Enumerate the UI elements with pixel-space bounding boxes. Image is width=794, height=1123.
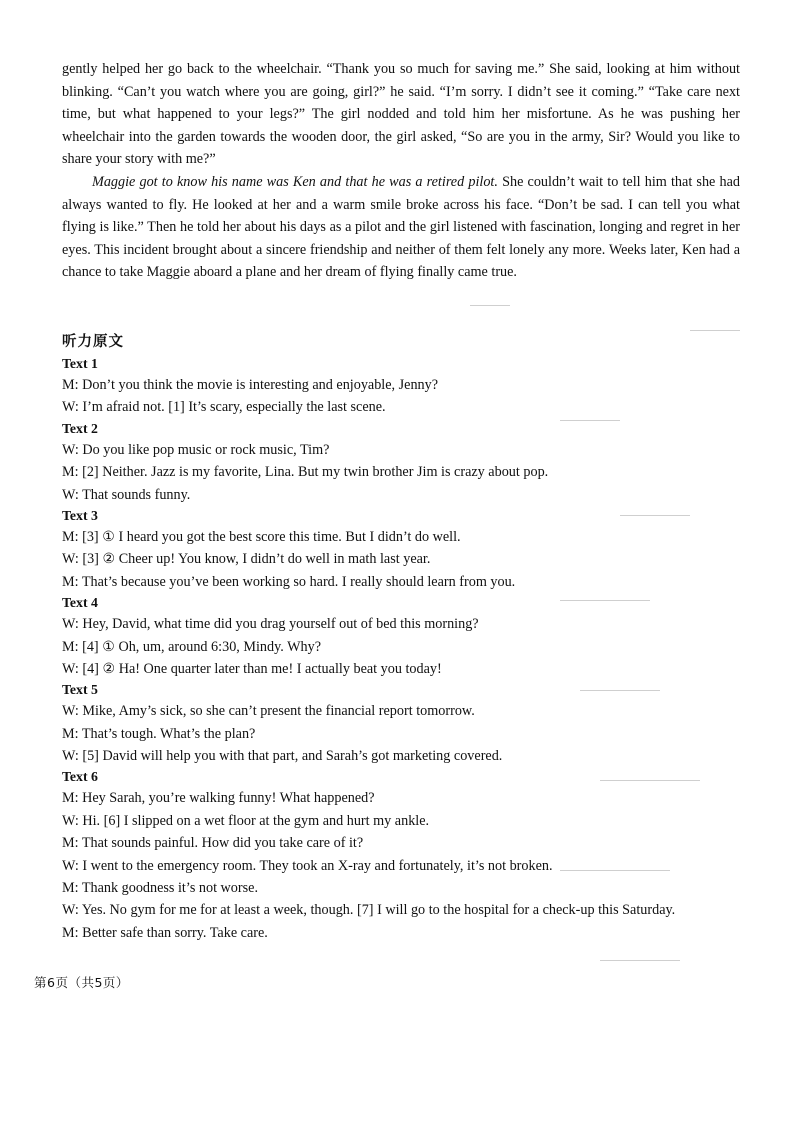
text-heading: Text 2 xyxy=(62,420,98,436)
scan-noise xyxy=(560,870,670,871)
story-paragraph-1: gently helped her go back to the wheelchair. “Thank you so much for saving me.” She said, looking at him without blinking. “Can’t you watch where you are going, girl?” he said. “I’m sorry. I didn’t see it coming.” “Take care next time, but what happened to your legs?” The girl nodded and told him her misfortune. As he was pushing her wheelchair into the garden towards the wooden door, the girl asked, “So are you in the army, Sir? Would you like to share your story with me?” xyxy=(62,61,740,168)
text-heading: Text 5 xyxy=(62,682,98,698)
text-heading: Text 6 xyxy=(62,769,98,785)
dialogue-line: W: Hi. [6] I slipped on a wet floor at the gym and hurt my ankle. xyxy=(62,812,430,829)
dialogue-line: W: [5] David will help you with that part, and Sarah’s got marketing covered. xyxy=(62,748,503,765)
dialogue-line: M: That’s because you’ve been working so hard. I really should learn from you. xyxy=(62,573,516,590)
listening-transcript xyxy=(62,354,752,944)
dialogue-line: M: [3] ① I heard you got the best score this time. But I didn’t do well. xyxy=(62,528,461,545)
story-paragraph-2-italic: Maggie got to know his name was Ken and that he was a retired pilot. xyxy=(92,173,498,190)
dialogue-line: W: Hey, David, what time did you drag yourself out of bed this morning? xyxy=(62,616,479,633)
dialogue-line: M: Don’t you think the movie is interesting and enjoyable, Jenny? xyxy=(62,377,439,393)
dialogue-line: W: Do you like pop music or rock music, Tim? xyxy=(62,441,330,458)
scan-noise xyxy=(600,780,700,781)
scan-noise xyxy=(690,330,740,331)
story-paragraph-2-text: She couldn’t wait to tell him that she had always wanted to fly. He looked at her and a warm smile broke across his face. “Don’t be sad. I can tell you what flying is like.” Then he told her about his days as a pilot and the girl listened with fascination, longing and regret in her eyes. This incident brought about a sincere friendship and neither of them felt lonely any more. Weeks later, Ken had a chance to take Maggie aboard a plane and her dream of flying finally came true. xyxy=(62,173,740,281)
text-block-2 xyxy=(62,419,752,506)
text-heading: Text 4 xyxy=(62,595,98,611)
dialogue-line: W: Mike, Amy’s sick, so she can’t present the financial report tomorrow. xyxy=(62,703,475,720)
dialogue-line: M: Better safe than sorry. Take care. xyxy=(62,924,268,941)
section-title: 听力原文 xyxy=(62,334,124,350)
scan-noise xyxy=(560,600,650,601)
dialogue-line: M: That’s tough. What’s the plan? xyxy=(62,725,256,742)
story-paragraph-2 xyxy=(62,171,740,284)
scan-noise xyxy=(580,690,660,691)
dialogue-line: W: I’m afraid not. [1] It’s scary, especially the last scene. xyxy=(62,399,386,416)
text-block-6 xyxy=(62,767,752,944)
scan-noise xyxy=(620,515,690,516)
dialogue-line: M: Thank goodness it’s not worse. xyxy=(62,880,258,897)
dialogue-line: W: I went to the emergency room. They took an X-ray and fortunately, it’s not broken. xyxy=(62,857,553,874)
scan-noise xyxy=(560,420,620,421)
dialogue-line: M: Hey Sarah, you’re walking funny! What happened? xyxy=(62,790,375,807)
dialogue-line: W: Yes. No gym for me for at least a week, though. [7] I will go to the hospital for a check-up this Saturday. xyxy=(62,902,676,919)
text-block-3 xyxy=(62,506,752,593)
text-block-4 xyxy=(62,593,752,680)
dialogue-line: W: [4] ② Ha! One quarter later than me! I actually beat you today! xyxy=(62,660,442,677)
dialogue-line: W: That sounds funny. xyxy=(62,486,191,503)
dialogue-line: W: [3] ② Cheer up! You know, I didn’t do well in math last year. xyxy=(62,551,431,568)
text-heading: Text 3 xyxy=(62,507,98,523)
story-passage xyxy=(62,58,740,284)
dialogue-line: M: [2] Neither. Jazz is my favorite, Lina. But my twin brother Jim is crazy about pop. xyxy=(62,464,549,481)
dialogue-line: M: That sounds painful. How did you take care of it? xyxy=(62,835,364,852)
text-heading: Text 1 xyxy=(62,356,98,371)
text-block-5 xyxy=(62,680,752,767)
page-footer: 第6页（共5页） xyxy=(34,975,129,990)
scan-noise xyxy=(600,960,680,961)
scan-noise xyxy=(470,305,510,306)
dialogue-line: M: [4] ① Oh, um, around 6:30, Mindy. Why? xyxy=(62,638,322,655)
text-block-1 xyxy=(62,354,752,419)
